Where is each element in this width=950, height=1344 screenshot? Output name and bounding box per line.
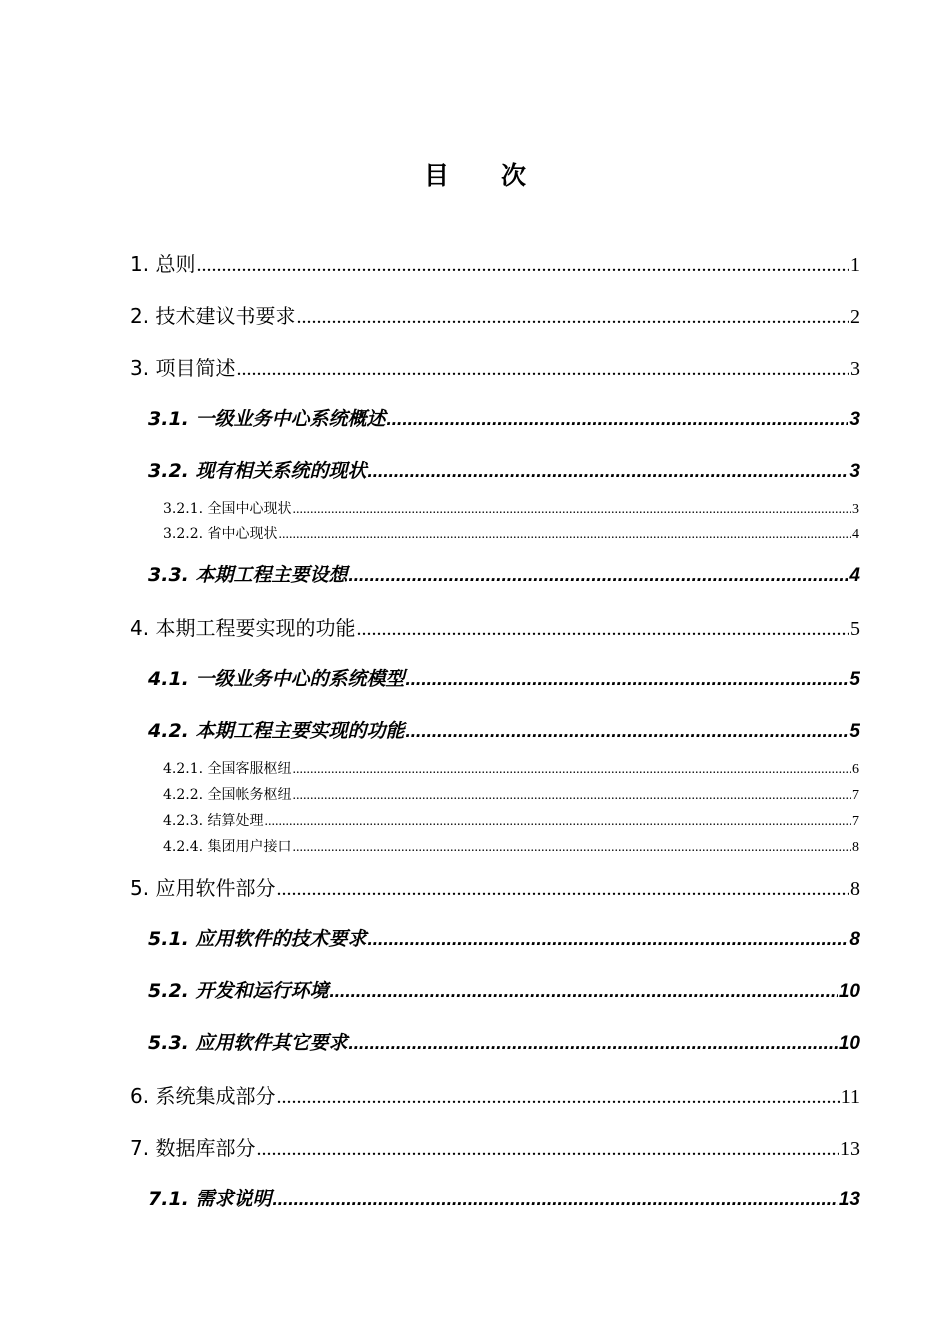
toc-entry-label: 4.2.3. 结算处理 [163, 813, 264, 829]
toc-entry[interactable] [148, 924, 860, 952]
toc-entry-label: 3.2. 现有相关系统的现状 [148, 460, 367, 482]
toc-entry-page: 8 [850, 878, 860, 900]
toc-leader [349, 565, 849, 587]
toc-entry-page: 13 [838, 1189, 860, 1210]
toc-title-char-1: 目 [423, 161, 449, 190]
toc-entry-page: 6 [852, 762, 859, 777]
toc-entry-label: 6. 系统集成部分 [130, 1084, 276, 1108]
toc-entry[interactable] [163, 836, 859, 856]
toc-entry-page: 13 [840, 1138, 860, 1160]
toc-entry[interactable] [130, 612, 860, 640]
toc-entry[interactable] [130, 300, 860, 328]
toc-leader [279, 527, 851, 543]
toc-entry-page: 7 [852, 814, 859, 829]
toc-entry-page: 10 [838, 1033, 860, 1054]
toc-entry[interactable] [163, 810, 859, 830]
toc-entry[interactable] [148, 664, 860, 692]
toc-entry-label: 7. 数据库部分 [130, 1136, 256, 1160]
toc-leader [387, 409, 849, 431]
toc-entry[interactable] [148, 1184, 860, 1212]
toc-entry[interactable] [130, 248, 860, 276]
toc-entry[interactable] [148, 456, 860, 484]
toc-entry-label: 3.3. 本期工程主要设想 [148, 564, 348, 586]
toc-title-char-2: 次 [501, 161, 527, 190]
toc-entry-page: 2 [850, 306, 860, 328]
toc-leader [196, 254, 849, 276]
toc-entry-page: 8 [849, 929, 860, 950]
toc-leader [276, 1086, 839, 1108]
toc-entry-page: 1 [850, 254, 860, 276]
toc-entry-page: 10 [838, 981, 860, 1002]
toc-entry-page: 4 [849, 565, 860, 586]
toc-entry[interactable] [163, 784, 859, 804]
toc-leader [236, 358, 849, 380]
toc-leader [330, 981, 838, 1003]
toc-entry-label: 3.2.2. 省中心现状 [163, 526, 278, 542]
toc-leader [256, 1138, 839, 1160]
toc-entry[interactable] [148, 404, 860, 432]
toc-leader [293, 788, 851, 804]
toc-entry-label: 5.3. 应用软件其它要求 [148, 1032, 348, 1054]
toc-entry-page: 11 [840, 1086, 860, 1108]
toc-entry-label: 5.2. 开发和运行环境 [148, 980, 329, 1002]
toc-leader [293, 502, 851, 518]
toc-leader [293, 840, 851, 856]
toc-leader [296, 306, 849, 328]
toc-leader [293, 762, 851, 778]
toc-entry[interactable] [148, 1028, 860, 1056]
toc-entry[interactable] [130, 352, 860, 380]
toc-entry-label: 7.1. 需求说明 [148, 1188, 272, 1210]
toc-leader [349, 1033, 838, 1055]
toc-entry-label: 1. 总则 [130, 252, 196, 276]
toc-leader [406, 669, 849, 691]
toc-entry-page: 8 [852, 840, 859, 855]
toc-entry[interactable] [163, 523, 859, 543]
toc-entry-page: 3 [849, 461, 860, 482]
toc-entry-label: 5. 应用软件部分 [130, 876, 276, 900]
toc-entry[interactable] [130, 1080, 860, 1108]
toc-entry-label: 4.2.4. 集团用户接口 [163, 839, 292, 855]
toc-entry-page: 3 [849, 409, 860, 430]
toc-entry-page: 4 [852, 527, 859, 542]
toc-entry-label: 2. 技术建议书要求 [130, 304, 296, 328]
toc-entry[interactable] [163, 498, 859, 518]
toc-entry[interactable] [148, 560, 860, 588]
toc-leader [276, 878, 849, 900]
toc-entry-label: 5.1. 应用软件的技术要求 [148, 928, 367, 950]
toc-entry-page: 3 [852, 502, 859, 517]
toc-entry-page: 5 [849, 721, 860, 742]
toc-leader [265, 814, 851, 830]
toc-entry-page: 5 [849, 669, 860, 690]
toc-entry[interactable] [130, 1132, 860, 1160]
toc-entry[interactable] [148, 976, 860, 1004]
toc-entry[interactable] [130, 872, 860, 900]
toc-entry-label: 3.1. 一级业务中心系统概述 [148, 408, 386, 430]
toc-entry-label: 4.2.2. 全国帐务枢纽 [163, 787, 292, 803]
toc-entry[interactable] [163, 758, 859, 778]
toc-entry-label: 4. 本期工程要实现的功能 [130, 616, 356, 640]
toc-entry[interactable] [148, 716, 860, 744]
toc-entry-label: 3. 项目简述 [130, 356, 236, 380]
toc-leader [368, 461, 849, 483]
toc-leader [273, 1189, 838, 1211]
toc-leader [368, 929, 849, 951]
toc-entry-page: 3 [850, 358, 860, 380]
toc-entry-label: 3.2.1. 全国中心现状 [163, 501, 292, 517]
toc-leader [356, 618, 849, 640]
toc-entry-page: 7 [852, 788, 859, 803]
toc-entry-label: 4.1. 一级业务中心的系统模型 [148, 668, 405, 690]
toc-entry-page: 5 [850, 618, 860, 640]
toc-entry-label: 4.2.1. 全国客服枢纽 [163, 761, 292, 777]
toc-entry-label: 4.2. 本期工程主要实现的功能 [148, 720, 405, 742]
toc-leader [406, 721, 849, 743]
